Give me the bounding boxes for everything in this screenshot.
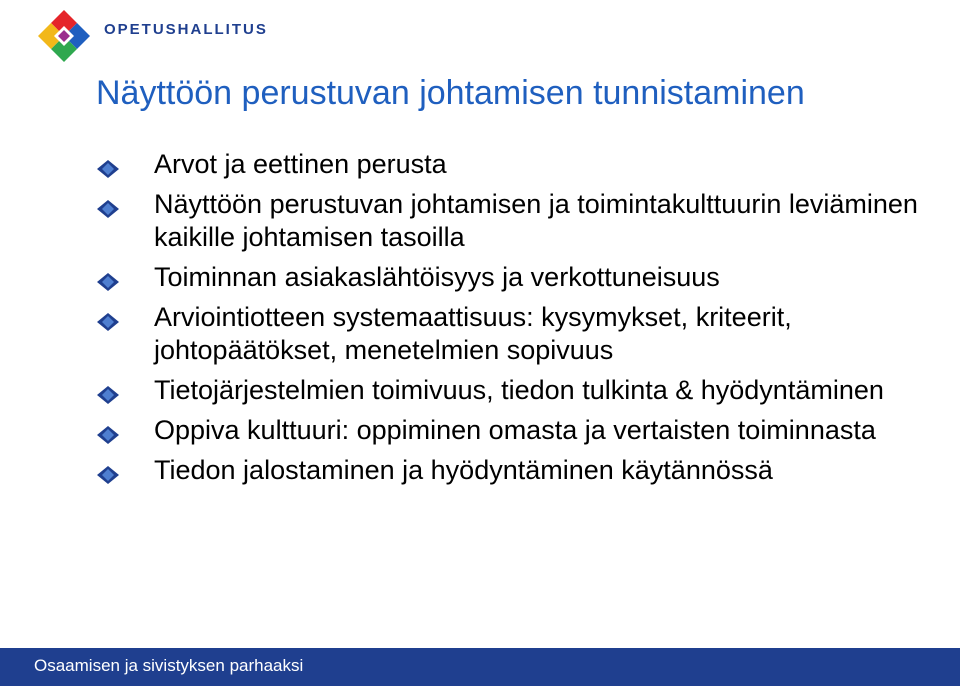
bullet-icon [96,194,120,214]
bullet-text: Tiedon jalostaminen ja hyödyntäminen käytännössä [154,455,773,485]
author-name: Anu Räisänen [806,620,900,636]
bullet-text: Näyttöön perustuvan johtamisen ja toimintakulttuurin leviäminen kaikille johtamisen tasoilla [154,189,918,252]
bullet-item [96,301,946,367]
bullet-item [96,374,946,407]
footer-slogan: Osaamisen ja sivistyksen parhaaksi [34,656,304,675]
bullet-icon [96,460,120,480]
slide-title: Näyttöön perustuvan johtamisen tunnistaminen [96,74,805,112]
footer-bar [0,648,960,686]
opetushallitus-logo [34,6,94,66]
brand-name: OPETUSHALLITUS [104,21,268,38]
bullet-item [96,261,946,294]
bullet-text: Arviointiotteen systemaattisuus: kysymykset, kriteerit, johtopäätökset, menetelmien sopivuus [154,302,792,365]
bullet-icon [96,307,120,327]
bullet-icon [96,267,120,287]
bullet-item [96,414,946,447]
bullet-text: Toiminnan asiakaslähtöisyys ja verkottuneisuus [154,262,720,292]
bullet-item [96,148,946,181]
bullet-text: Tietojärjestelmien toimivuus, tiedon tulkinta & hyödyntäminen [154,375,884,405]
bullet-icon [96,380,120,400]
bullet-list [96,148,946,494]
bullet-icon [96,420,120,440]
bullet-text: Arvot ja eettinen perusta [154,149,447,179]
bullet-icon [96,154,120,174]
bullet-item [96,454,946,487]
bullet-text: Oppiva kulttuuri: oppiminen omasta ja vertaisten toiminnasta [154,415,876,445]
bullet-item [96,188,946,254]
